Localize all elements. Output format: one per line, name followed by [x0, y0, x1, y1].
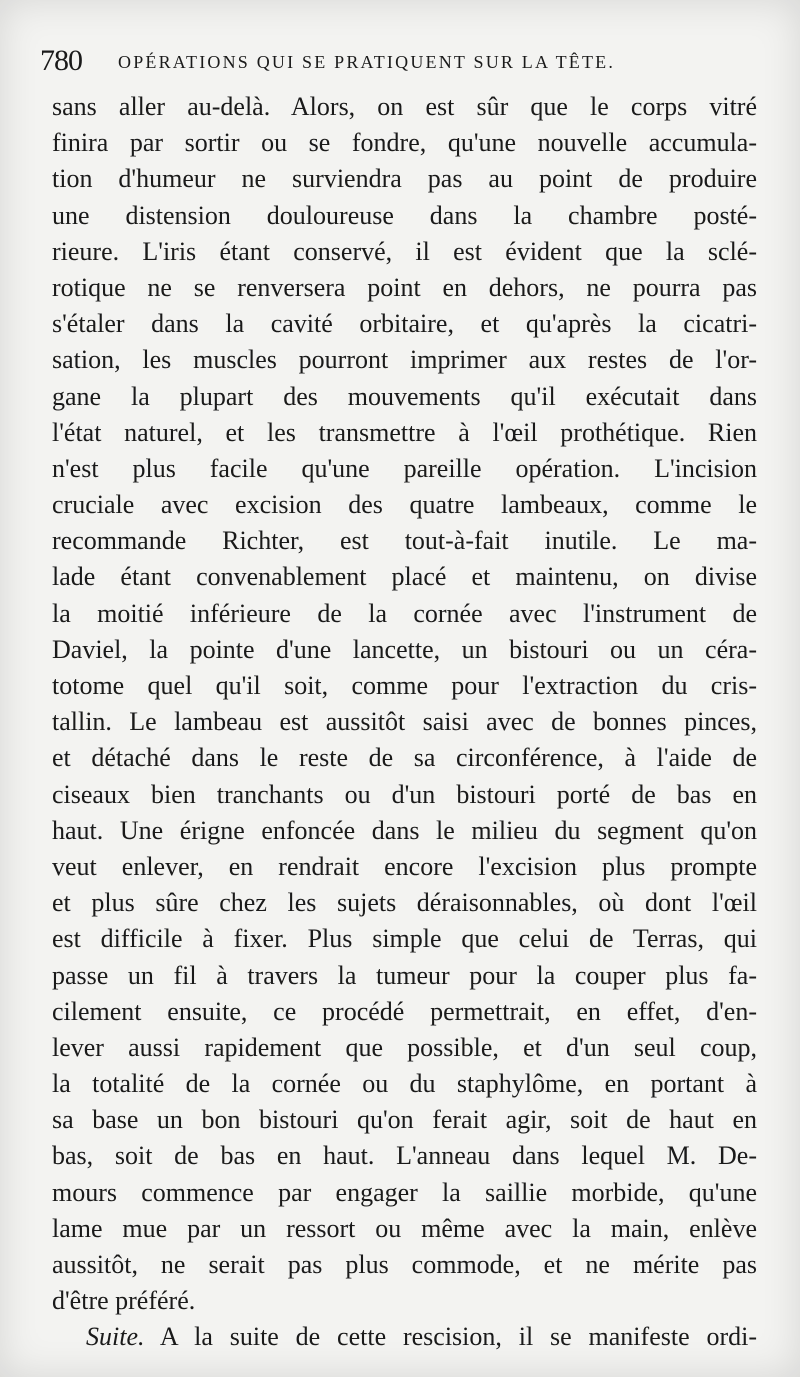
text-line: cruciale avec excision des quatre lambeaux, comme le — [52, 490, 757, 520]
final-paragraph-label: Suite. — [86, 1322, 145, 1352]
text-line: Daviel, la pointe d'une lancette, un bistouri ou un céra- — [52, 634, 757, 664]
text-line: sa base un bon bistouri qu'on ferait agir, soit de haut en — [52, 1105, 757, 1135]
text-line: sans aller au-delà. Alors, on est sûr que le corps vitré — [52, 92, 757, 121]
text-line: totome quel qu'il soit, comme pour l'extraction du cris- — [52, 671, 757, 700]
text-line: veut enlever, en rendrait encore l'excision plus prompte — [52, 851, 757, 881]
text-line: mours commence par engager la saillie morbide, qu'une — [52, 1177, 757, 1207]
final-paragraph-line — [52, 1319, 757, 1355]
text-line: ciseaux bien tranchants ou d'un bistouri porté de bas en — [52, 779, 757, 809]
page-number: 780 — [40, 44, 82, 77]
text-line: est difficile à fixer. Plus simple que celui de Terras, qui — [52, 924, 757, 954]
text-line: lade étant convenablement placé et maintenu, on divise — [52, 562, 757, 592]
text-line: la moitié inférieure de la cornée avec l'instrument de — [52, 598, 757, 628]
body-text — [52, 89, 757, 1356]
text-line: s'étaler dans la cavité orbitaire, et qu'après la cicatri- — [52, 309, 757, 339]
text-line: d'être préféré. — [52, 1286, 196, 1316]
text-line: finira par sortir ou se fondre, qu'une nouvelle accumula- — [52, 128, 757, 158]
text-line: recommande Richter, est tout-à-fait inutile. Le ma- — [52, 526, 757, 556]
text-line: et plus sûre chez les sujets déraisonnables, où dont l'œil — [52, 888, 757, 918]
text-line: lame mue par un ressort ou même avec la main, enlève — [52, 1213, 757, 1243]
text-line: une distension douloureuse dans la chambre posté- — [52, 200, 757, 230]
text-line: l'état naturel, et les transmettre à l'œil prothétique. Rien — [52, 417, 757, 447]
text-line: tallin. Le lambeau est aussitôt saisi avec de bonnes pinces, — [52, 707, 757, 737]
text-line: la totalité de la cornée ou du staphylôme, en portant à — [52, 1069, 757, 1099]
text-line: rieure. L'iris étant conservé, il est évident que la sclé- — [52, 236, 757, 266]
text-line: n'est plus facile qu'une pareille opération. L'incision — [52, 453, 757, 483]
text-line: haut. Une érigne enfoncée dans le milieu du segment qu'on — [52, 815, 757, 845]
text-line: bas, soit de bas en haut. L'anneau dans lequel M. De- — [52, 1141, 757, 1171]
text-line: tion d'humeur ne surviendra pas au point de produire — [52, 164, 757, 194]
text-line: lever aussi rapidement que possible, et d'un seul coup, — [52, 1032, 757, 1062]
final-paragraph-text: A la suite de cette rescision, il se manifeste ordi- — [159, 1322, 757, 1352]
running-title: OPÉRATIONS QUI SE PRATIQUENT SUR LA TÊTE. — [118, 52, 616, 72]
text-line: aussitôt, ne serait pas plus commode, et ne mérite pas — [52, 1250, 757, 1279]
text-line: gane la plupart des mouvements qu'il exécutait dans — [52, 381, 757, 411]
text-line: cilement ensuite, ce procédé permettrait, en effet, d'en- — [52, 996, 757, 1026]
text-line: passe un fil à travers la tumeur pour la couper plus fa- — [52, 960, 757, 990]
text-line: sation, les muscles pourront imprimer aux restes de l'or- — [52, 345, 757, 375]
page-header — [40, 44, 740, 84]
text-line: rotique ne se renversera point en dehors, ne pourra pas — [52, 272, 757, 302]
text-line: et détaché dans le reste de sa circonférence, à l'aide de — [52, 743, 757, 773]
